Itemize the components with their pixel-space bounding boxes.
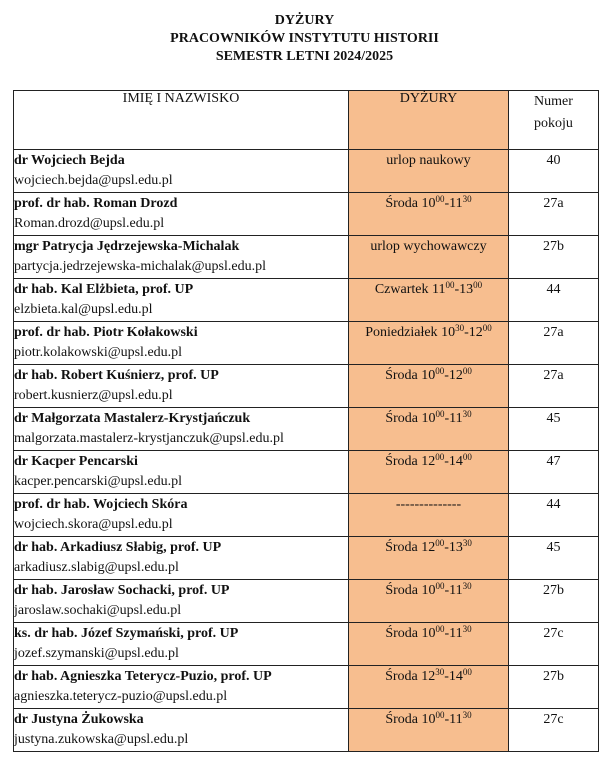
document-header	[0, 12, 609, 66]
table-row	[14, 451, 599, 494]
room-number: 44	[509, 279, 599, 322]
person-email: wojciech.skora@upsl.edu.pl	[14, 517, 173, 532]
duty-end-hour: 14	[448, 454, 463, 469]
person-name: dr Kacper Pencarski	[14, 454, 138, 469]
person-email: elzbieta.kal@upsl.edu.pl	[14, 302, 153, 317]
person-name: prof. dr hab. Roman Drozd	[14, 196, 178, 211]
duty-end-minute: 00	[473, 280, 483, 290]
person-name: prof. dr hab. Wojciech Skóra	[14, 497, 188, 512]
duty-end-hour: 12	[468, 325, 483, 340]
person-cell	[14, 666, 349, 709]
person-email: justyna.zukowska@upsl.edu.pl	[14, 732, 189, 747]
duty-day: Środa	[385, 712, 418, 727]
duty-table	[13, 90, 599, 752]
column-header-room-line2: pokoju	[534, 116, 573, 131]
header-subtitle: PRACOWNIKÓW INSTYTUTU HISTORII	[170, 31, 439, 46]
room-number: 45	[509, 408, 599, 451]
room-number: 27a	[509, 322, 599, 365]
person-name: dr Wojciech Bejda	[14, 153, 125, 168]
duty-day: Środa	[385, 196, 418, 211]
person-email: robert.kusnierz@upsl.edu.pl	[14, 388, 173, 403]
person-email: jozef.szymanski@upsl.edu.pl	[14, 646, 179, 661]
duty-day: Środa	[385, 368, 418, 383]
person-name: dr hab. Kal Elżbieta, prof. UP	[14, 282, 194, 297]
duty-start-minute: 30	[455, 323, 465, 333]
table-row	[14, 365, 599, 408]
duty-cell	[349, 494, 509, 537]
duty-start-hour: 10	[421, 583, 436, 598]
room-number: 27c	[509, 623, 599, 666]
room-number: 27c	[509, 709, 599, 752]
duty-cell: Środa $10^{00}-11^{30}$	[349, 193, 509, 236]
table-row	[14, 623, 599, 666]
duty-end-minute: 30	[462, 538, 472, 548]
duty-day: Środa	[385, 411, 418, 426]
person-cell	[14, 150, 349, 193]
duty-start-hour: 10	[421, 626, 436, 641]
duty-start-hour: 10	[421, 196, 436, 211]
table-row	[14, 150, 599, 193]
person-cell	[14, 365, 349, 408]
duty-end-minute: 30	[462, 409, 472, 419]
person-email: wojciech.bejda@upsl.edu.pl	[14, 173, 173, 188]
duty-end-hour: 11	[449, 196, 463, 211]
duty-start-minute: 00	[435, 366, 445, 376]
room-number: 27b	[509, 580, 599, 623]
duty-start-minute: 00	[435, 581, 445, 591]
person-cell	[14, 623, 349, 666]
table-header-row	[14, 91, 599, 150]
table-row	[14, 279, 599, 322]
duty-cell	[349, 236, 509, 279]
duty-start-minute: 00	[435, 409, 445, 419]
room-number: 47	[509, 451, 599, 494]
person-name: dr hab. Agnieszka Teterycz-Puzio, prof. UP	[14, 669, 272, 684]
person-email: partycja.jedrzejewska-michalak@upsl.edu.pl	[14, 259, 266, 274]
table-row	[14, 494, 599, 537]
person-name: ks. dr hab. Józef Szymański, prof. UP	[14, 626, 239, 641]
duty-cell: Środa $12^{00}-14^{00}$	[349, 451, 509, 494]
duty-day: Środa	[385, 669, 418, 684]
person-cell	[14, 451, 349, 494]
duty-start-minute: 00	[435, 452, 445, 462]
person-cell	[14, 322, 349, 365]
duty-start-hour: 11	[432, 282, 446, 297]
person-name: dr hab. Jarosław Sochacki, prof. UP	[14, 583, 230, 598]
person-name: dr Justyna Żukowska	[14, 712, 144, 727]
table-row	[14, 236, 599, 279]
room-number: 40	[509, 150, 599, 193]
duty-end-hour: 14	[448, 669, 463, 684]
header-semester: SEMESTR LETNI 2024/2025	[215, 49, 394, 64]
duty-start-minute: 00	[435, 538, 445, 548]
duty-start-minute: 00	[435, 624, 445, 634]
duty-cell: Środa $10^{00}-11^{30}$	[349, 709, 509, 752]
duty-end-minute: 00	[482, 323, 492, 333]
duty-cell: Środa $10^{00}-11^{30}$	[349, 580, 509, 623]
room-number: 27b	[509, 666, 599, 709]
duty-start-minute: 30	[435, 667, 445, 677]
person-email: arkadiusz.slabig@upsl.edu.pl	[14, 560, 179, 575]
duty-text: --------------	[395, 497, 462, 512]
duty-start-hour: 12	[421, 669, 436, 684]
header-title: DYŻURY	[274, 13, 335, 28]
duty-cell: Czwartek $11^{00}-13^{00}$	[349, 279, 509, 322]
person-name: mgr Patrycja Jędrzejewska-Michalak	[14, 239, 240, 254]
duty-start-hour: 10	[421, 411, 436, 426]
table-row	[14, 709, 599, 752]
duty-end-minute: 00	[462, 452, 472, 462]
duty-end-minute: 00	[462, 667, 472, 677]
duty-start-minute: 00	[445, 280, 455, 290]
column-header-room-line1: Numer	[534, 94, 573, 109]
duty-day: Środa	[385, 583, 418, 598]
duty-start-minute: 00	[435, 710, 445, 720]
duty-end-hour: 11	[449, 626, 463, 641]
person-cell	[14, 494, 349, 537]
duty-end-hour: 11	[449, 712, 463, 727]
person-email: kacper.pencarski@upsl.edu.pl	[14, 474, 183, 489]
duty-end-minute: 00	[462, 366, 472, 376]
duty-text: urlop naukowy	[386, 153, 471, 168]
room-number: 45	[509, 537, 599, 580]
duty-day: Środa	[385, 626, 418, 641]
duty-day: Poniedziałek	[365, 325, 438, 340]
person-email: jaroslaw.sochaki@upsl.edu.pl	[14, 603, 182, 618]
duty-day: Środa	[385, 540, 418, 555]
duty-day: Środa	[385, 454, 418, 469]
duty-end-hour: 11	[449, 411, 463, 426]
table-row	[14, 193, 599, 236]
duty-end-hour: 13	[448, 540, 463, 555]
column-header-duty: DYŻURY	[349, 91, 509, 150]
duty-end-minute: 30	[462, 581, 472, 591]
person-email: agnieszka.teterycz-puzio@upsl.edu.pl	[14, 689, 228, 704]
person-email: Roman.drozd@upsl.edu.pl	[14, 216, 165, 231]
person-name: dr Małgorzata Mastalerz-Krystjańczuk	[14, 411, 251, 426]
duty-text: urlop wychowawczy	[370, 239, 487, 254]
duty-start-hour: 12	[421, 540, 436, 555]
table-row	[14, 666, 599, 709]
duty-end-minute: 30	[462, 624, 472, 634]
table-row	[14, 322, 599, 365]
person-cell	[14, 408, 349, 451]
person-cell	[14, 709, 349, 752]
room-number: 27a	[509, 193, 599, 236]
duty-end-hour: 11	[449, 583, 463, 598]
duty-start-hour: 10	[441, 325, 456, 340]
person-cell	[14, 193, 349, 236]
person-email: piotr.kolakowski@upsl.edu.pl	[14, 345, 183, 360]
person-cell	[14, 236, 349, 279]
duty-cell: Środa $10^{00}-11^{30}$	[349, 623, 509, 666]
person-name: dr hab. Robert Kuśnierz, prof. UP	[14, 368, 219, 383]
room-number: 27b	[509, 236, 599, 279]
duty-start-hour: 10	[421, 712, 436, 727]
duty-cell: Poniedziałek $10^{30}-12^{00}$	[349, 322, 509, 365]
column-header-name: IMIĘ I NAZWISKO	[14, 91, 349, 150]
duty-start-hour: 12	[421, 454, 436, 469]
duty-start-minute: 00	[435, 194, 445, 204]
column-header-room	[509, 91, 599, 150]
duty-cell: Środa $12^{00}-13^{30}$	[349, 537, 509, 580]
person-cell	[14, 580, 349, 623]
table-row	[14, 580, 599, 623]
duty-cell: Środa $10^{00}-11^{30}$	[349, 408, 509, 451]
duty-end-hour: 13	[459, 282, 474, 297]
duty-cell: Środa $12^{30}-14^{00}$	[349, 666, 509, 709]
duty-start-hour: 10	[421, 368, 436, 383]
person-cell	[14, 537, 349, 580]
person-name: dr hab. Arkadiusz Słabig, prof. UP	[14, 540, 222, 555]
person-name: prof. dr hab. Piotr Kołakowski	[14, 325, 198, 340]
duty-cell	[349, 150, 509, 193]
room-number: 44	[509, 494, 599, 537]
duty-cell: Środa $10^{00}-12^{00}$	[349, 365, 509, 408]
duty-end-minute: 30	[462, 194, 472, 204]
duty-day: Czwartek	[374, 282, 429, 297]
table-row	[14, 408, 599, 451]
duty-end-minute: 30	[462, 710, 472, 720]
person-cell	[14, 279, 349, 322]
room-number: 27a	[509, 365, 599, 408]
table-row	[14, 537, 599, 580]
person-email: malgorzata.mastalerz-krystjanczuk@upsl.edu.pl	[14, 431, 284, 446]
duty-end-hour: 12	[448, 368, 463, 383]
